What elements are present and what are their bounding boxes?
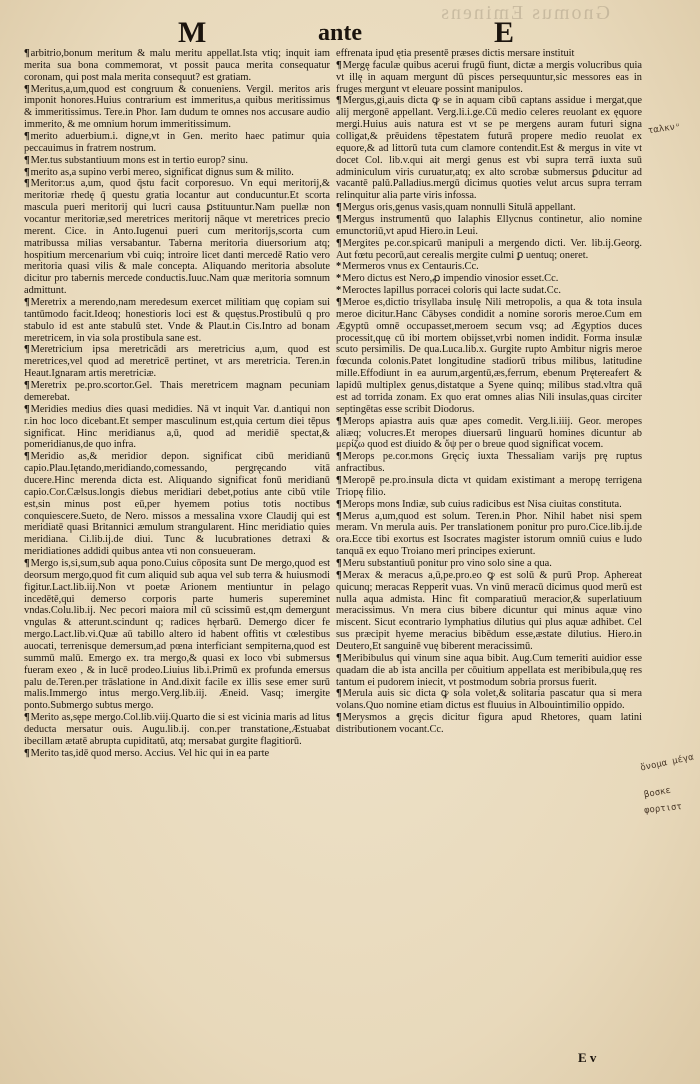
dictionary-entry: ¶ Merus a,um,quod est solum. Teren.in Phor. Nihil habet nisi spem meram. Vn merula auis. Per translationem ponitur pro puro.Cice.lib.ij.de ora.Ecce tibi exortus est Isocrates magister istorum omniū cuius e ludo tanquā ex equo Troiano meri principes exierunt.	[336, 511, 642, 558]
dictionary-entry: ¶ Meridies medius dies quasi medidies. Nā vt inquit Var. d.antiqui non r.in hoc loco dicebant.Et semper masculinum est,quia certum diei tēpus significat. Hinc meridianus a,ū, quod ad meridiē spectat,& pomeridianus,de quo infra.	[24, 404, 330, 451]
running-head	[0, 14, 700, 48]
dictionary-entry: ¶ Merysmos a grȩcis dicitur figura apud Rhetores, quam latini distributionem vocant.Cc.	[336, 712, 642, 736]
dictionary-entry: ¶ Mergus instrumentū quo Ialaphis Ellycnus continetur, alio nomine emunctoriū,vt apud Hiero.in Leui.	[336, 214, 642, 238]
dictionary-entry: ¶ Merula auis sic dicta ꝙ sola volet,& solitaria pascatur qua si mera volans.Quo nomine etiam dictus est fluuius in Albouintimilio oppido.	[336, 688, 642, 712]
dictionary-entry: ¶ Meribibulus qui vinum sine aqua bibit. Aug.Cum temeriti auidior esse quadam die ab ista ancilla per cōuitium appellata est meribibula,quę res tantum ei pudorem iniecit, vt postmodum sobria prorsus fuerit.	[336, 653, 642, 689]
dictionary-entry: ¶ Mergites pe.cor.spicarū manipuli a mergendo dicti. Ver. lib.ij.Georg. Aut fœtu pecorū,aut cerealis mergite culmi ꝑ uentuq; oneret.	[336, 238, 642, 262]
dictionary-entry: ¶ Merops pe.cor.mons Gręciç iuxta Thessaliam varijs prę ruptus anfractibus.	[336, 451, 642, 475]
dictionary-entry: ¶ Merops apiastra auis quæ apes comedit. Verg.li.iiij. Geor. meropes aliæq; volucres.Et meropes diuersarū linguarū homines dicuntur ab μερίζω quod est diuido & ὄψ per o breue quod significat vocem.	[336, 416, 642, 452]
running-head-initial-right: E	[494, 16, 515, 49]
dictionary-entry: ¶ Meropē pe.pro.insula dicta vt quidam existimant a meropę terrigena Triopę filio.	[336, 475, 642, 499]
dictionary-entry: ¶ Mergus oris,genus vasis,quam nonnulli Situlā appellant.	[336, 202, 642, 214]
running-head-initial-left: M	[178, 16, 207, 49]
show-through-text: Gnomus Eminens	[439, 2, 610, 24]
dictionary-entry: ¶ Mergę faculæ quibus acerui frugū fiunt, dictæ a mergis volucribus quia vt illę in aquam mergunt dū pisces persequuntur,sic messores eas in fruges mergunt vt eleuare possint manipulos.	[336, 60, 642, 96]
dictionary-entry: ¶ merito as,a supino verbi mereo, significat dignus sum & milito.	[24, 167, 330, 179]
dictionary-entry: ¶ Meridio as,& meridior depon. significat cibū meridianū capio.Plau.Iętando,meridiando,comessando, pergręcando vitā ducere.Hinc merenda dicta est. Aliquando significat fonū meridianū capio.Cor.Cælsus.longis diebus meridiari debet,potius ante cibū vtile est,sin minus post eū,per hyemem potius totis noctibus conquiescere.Sueto, de Nero. missos a messalina vxore Claudij qui est meridiatē quasi Britannici æmulum strangularent. Hinc meridiatio quies meridiana. Ci.lib.ij.de diui. Tunc & lucubrationes detraxi & meridiationes addidi quibus antea vti non consueueram.	[24, 451, 330, 558]
dictionary-entry: ¶ Merax & meracus a,ū,pe.pro.eo ꝙ est solū & purū Prop. Aphereat quicunq; meracas Repperit vuas. Vn vinū meracū dicimus quod merū est nulla aqua admista. Hinc fit comparatiuū meracior,& superlatiuum meracissimus. Vn mera cius bibere dicuntur qui minus aquæ vino miscent. Sicut econtrario lymphatius dilutius qui plus aquæ adhibet. Cel sus præcipit hyeme meracius bibēdum esse,æstate dilutius. Hiero.in Deutero,Et sanguinē vuę biberent meracissimū.	[336, 570, 642, 653]
right-column	[336, 48, 642, 1042]
dictionary-entry: ¶ Mergo is,si,sum,sub aqua pono.Cuius cōposita sunt De mergo,quod est deorsum mergo,quod fit cum aliquid sub aqua vel sub terra & huiusmodi figitur.Lact.lib.iij.Non vt poetæ Arionem mentiuntur in pelago incedētē,qui demerso corporis parte humeris supereminet vndas.Colu.lib.ij. Nec pecori maiora mil cū scissimū est,qm demergunt vngulas & atterunt.scindunt q; radices hęrbarū. Demergo dicer fe mergo.Lact.lib.vi.Quæ aū tabillo altero id habent offitis vt cœlestibus auocati, terrenisque demersum,ad pœna interficiant sempiterna,quod est summū malū. Emergo ex. tra mergo,& quasi ex loco vbi submersus fueram exeo , & in lucē prodeo.Liuius lib.i.Primū ex profunda emersus palu de.Teren.per trāslatione in And.dixit facile ex illis sese emer surū malis.Immergo intus mergo.Verg.lib.iij. Æneid. Vasq; imergite ponto.Submergo subtus mergo.	[24, 558, 330, 712]
dictionary-entry: ¶ Meretrix a merendo,nam meredesum exercet militiam quę copiam sui tantūmodo facit.Ideoq; honestioris loci est & quęstus.Prostibulū q pro stabulo id est ante stabulū stet. Vnde & Plaut.in Cis.Intro ad bonam meretricem, in via sola prostibula sane est.	[24, 297, 330, 344]
running-head-word: ante	[318, 20, 362, 46]
marginal-annotation: ταλκνᵘ	[647, 121, 682, 137]
dictionary-entry: ¶ arbitrio,bonum meritum & malu meritu appellat.Ista vtiq; inquit iam merita sua bona commemorat, vt possit pauca merita consequatur coronam, qui post mala merita consequut? est gratiam.	[24, 48, 330, 84]
dictionary-entry: ¶ Mergus,gi,auis dicta ꝙ se in aquam cibū captans assidue i mergat,que alij mergonē appellant. Verg.li.i.ge.Cū medio celeres reuolant ex ęquore mergi.Huius auis natura est vt se pe mergens auram futuri signa colligat,& prēuidens tēpestatem futurā propere medio reuolat ex equore,& ad littorū tuta cum clamore contendit.Est & mergus in vite vt docet Col. lib.v.qui ait mergi genus est vbi supra terrā iuxta suū adminiculum viris curuatur,atq; ex alto scrobæ submersus ꝑducitur ad vacantē palū.Palladius.mergū dicimus quoties velut arcus supra terram relinquitur alia parte viris infossa.	[336, 95, 642, 202]
dictionary-entry: ¶ Meritus,a,um,quod est congruum & conueniens. Vergil. meritos aris imponit honores.Huius contrarium est immeritus,a quibus meritissimus & immeritissimus. Tere.in Phor. Iam dudum te omnes nos accusare audio immerito, & me omnium horum immeritissimum.	[24, 84, 330, 131]
marginal-annotation: ὄνομα μέγα	[639, 752, 695, 774]
dictionary-entry: * Mero dictus est Nero,ꝓ impendio vinosior esset.Cc.	[336, 273, 642, 285]
dictionary-entry: ¶ Merito tas,idē quod merso. Accius. Vel hic qui in ea parte	[24, 748, 330, 760]
dictionary-entry: ¶ merito aduerbium.i. digne,vt in Gen. merito haec patimur quia peccauimus in fratrem nostrum.	[24, 131, 330, 155]
dictionary-entry: ¶ Meretrix pe.pro.scortor.Gel. Thais meretricem magnam pecuniam demerebat.	[24, 380, 330, 404]
marginal-annotation: φορτιστ	[643, 802, 683, 816]
dictionary-entry: ¶ Meroe es,dictio trisyllaba insulę Nili metropolis, a qua & tota insula meroe dicitur.Hanc Cābyses condidit a nomine sororis meroe.Cum em Ægyptū omnē occupasset,meroem secum vsq; ad Ægyptios duces processit,quę cū ibi mortem obijsset,vrbi nomen indidit. Forma insulæ scuto persimilis. De qua.Luca.lib.x. Gurgite rupto Ambitur nigris meroe fœcunda colonis.Patet longitudine stadiorū tribus milibus, latitudine mille.Effodiunt in ea aurum,argentū,æs,ferrum, ebenum Prętereafert & lapidū multiplex genus,distatque a Syene quinq; milibus stad.vltra quā est ad torrida zonam. Ex quo erat omnes alias Nili insulas,quas circiter septingētas esse scribit Diodorus.	[336, 297, 642, 416]
dictionary-entry: ¶ Meritor:us a,um, quod q̄stu facit corporesuo. Vn equi meritorij,& meritoriæ rhedę q̄ questu gratia locantur aut conducuntur.Et scorta mascula pueri meritorij qui lucri causa ꝑstituuntur.Nam puellæ non vocantur meritoriæ,sed meretrices meritorij nāque vt meretrices precio merent. Cice. in Anto.Iugenui pueri cum meritorijs,scorta cum matribussa milias versabantur. Taberna meritoria diuersorium atq; hospitium mercenarium vbi cuiq; introire licet danti mercedē Ratio vero meritoria quasi vilis & male concepta. Aliquando meritoria absolute dicitur pro tabernis mercede conductis.Iuuc.Nam quæ meritoria somnum admittunt.	[24, 178, 330, 297]
dictionary-entry: effrenata ipud ętia presentē præses dictis mersare instituit	[336, 48, 575, 59]
dictionary-entry: ¶ Meru substantiuū ponitur pro vino solo sine a qua.	[336, 558, 642, 570]
dictionary-entry: ¶ Merops mons Indiæ, sub cuius radicibus est Nisa ciuitas constituta.	[336, 499, 642, 511]
dictionary-entry: ¶ Merito as,sępe mergo.Col.lib.viij.Quarto die si est vicinia maris ad litus deducta mersatur ouis. Augu.lib.ij. con.per transtatione,Æstuabat ibecillam ætatē abrupta cupiditatū, atq; mersabat gurgite flagitiorū.	[24, 712, 330, 748]
left-column	[24, 48, 330, 1046]
dictionary-entry: * Mermeros vnus ex Centauris.Cc.	[336, 261, 642, 273]
signature-mark: E v	[578, 1050, 597, 1065]
dictionary-entry: * Meroctes lapillus porracei coloris qui lacte sudat.Cc.	[336, 285, 642, 297]
dictionary-entry: ¶ Mer.tus substantiuum mons est in tertio europ? sinu.	[24, 155, 330, 167]
dictionary-entry: ¶ Meretricium ipsa meretricādi ars meretricius a,um, quod est meretrices,vel quod ad meretricē pertinet, vt ars meretricia. Teren.in Heaut.Ignaram artis meretriciæ.	[24, 344, 330, 380]
marginal-annotation: βοσκε	[643, 785, 672, 801]
